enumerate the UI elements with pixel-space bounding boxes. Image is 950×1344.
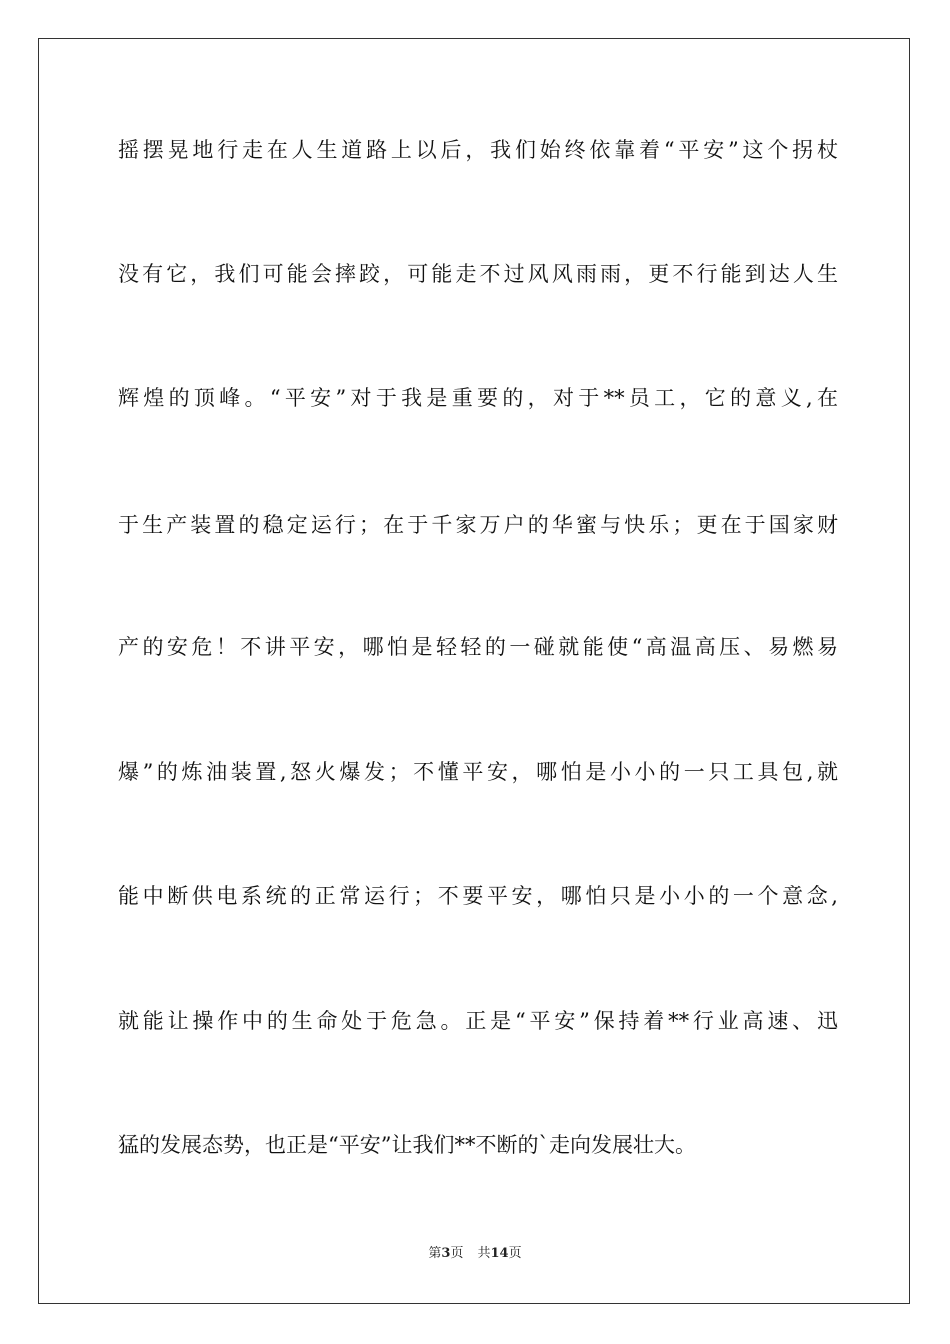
text-line: 爆”的炼油装置,怒火爆发；不懂平安，哪怕是小小的一只工具包,就 bbox=[118, 760, 838, 784]
page-suffix: 页 bbox=[450, 1246, 464, 1261]
total-pages: 14 bbox=[490, 1246, 509, 1261]
page-prefix: 第 bbox=[428, 1246, 442, 1261]
page-border bbox=[38, 38, 910, 1304]
text-line: 产的安危！不讲平安，哪怕是轻轻的一碰就能使“高温高压、易燃易 bbox=[118, 635, 838, 659]
text-line: 猛的发展态势，也正是“平安”让我们**不断的`走向发展壮大。 bbox=[118, 1133, 696, 1157]
text-line: 摇摆晃地行走在人生道路上以后，我们始终依靠着“平安”这个拐杖 bbox=[118, 138, 838, 162]
text-line: 于生产装置的稳定运行；在于千家万户的华蜜与快乐；更在于国家财 bbox=[118, 513, 838, 537]
total-prefix: 共 bbox=[477, 1246, 491, 1261]
page-footer bbox=[0, 1244, 950, 1264]
text-line: 能中断供电系统的正常运行；不要平安，哪怕只是小小的一个意念, bbox=[118, 884, 838, 908]
total-suffix: 页 bbox=[508, 1246, 522, 1261]
text-line: 辉煌的顶峰。“平安”对于我是重要的，对于**员工，它的意义,在 bbox=[118, 386, 838, 410]
text-line: 没有它，我们可能会摔跤，可能走不过风风雨雨，更不行能到达人生 bbox=[118, 262, 838, 286]
page-number: 3 bbox=[441, 1246, 451, 1261]
text-line: 就能让操作中的生命处于危急。正是“平安”保持着**行业高速、迅 bbox=[118, 1009, 838, 1033]
